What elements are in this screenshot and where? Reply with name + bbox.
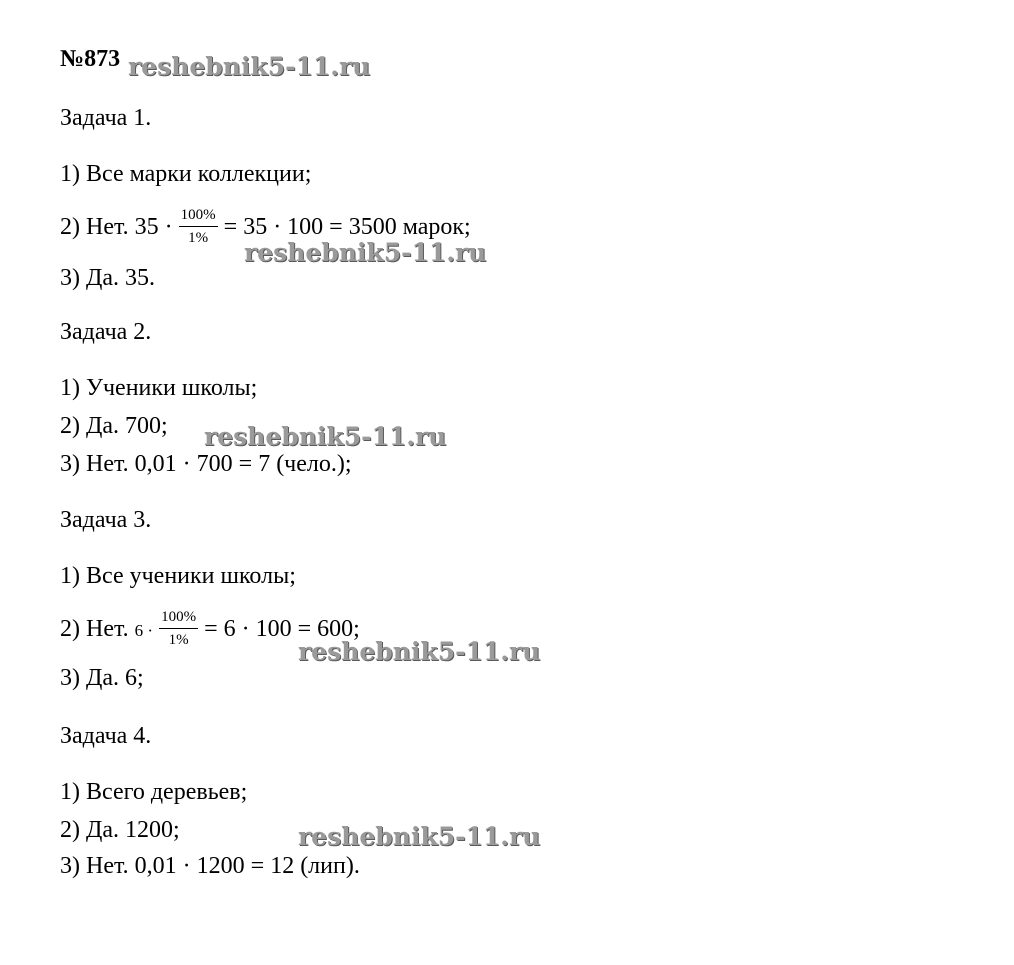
watermark: reshebnik5-11.ru <box>298 822 541 851</box>
task-2-line-1: 1) Ученики школы; <box>60 375 258 401</box>
task-4-heading: Задача 4. <box>60 723 152 749</box>
fraction-denominator: 1% <box>168 632 189 648</box>
task-3-heading: Задача 3. <box>60 507 152 533</box>
task-2-heading: Задача 2. <box>60 319 152 345</box>
watermark: reshebnik5-11.ru <box>244 238 487 267</box>
task-4-line-3: 3) Нет. 0,01 · 1200 = 12 (лип). <box>60 853 360 879</box>
task-3-line-2-post: = 6 · 100 = 600; <box>204 616 360 643</box>
watermark: reshebnik5-11.ru <box>128 52 371 81</box>
task-3-multiplier: 6 · <box>134 621 154 641</box>
task-1-line-2-pre: 2) Нет. 35 · <box>60 214 173 241</box>
task-1-heading: Задача 1. <box>60 105 152 131</box>
task-4-line-2: 2) Да. 1200; <box>60 817 180 843</box>
fraction-numerator: 100% <box>159 608 198 629</box>
fraction-denominator: 1% <box>188 230 209 246</box>
task-1-line-3: 3) Да. 35. <box>60 265 156 291</box>
task-3-line-1: 1) Все ученики школы; <box>60 563 296 589</box>
task-1-line-1: 1) Все марки коллекции; <box>60 161 312 187</box>
task-1-line-2-post: = 35 · 100 = 3500 марок; <box>223 214 471 241</box>
task-2-line-3: 3) Нет. 0,01 · 700 = 7 (чело.); <box>60 451 352 477</box>
watermark: reshebnik5-11.ru <box>298 637 541 666</box>
task-3-line-3: 3) Да. 6; <box>60 665 144 691</box>
problem-number: №873 <box>60 46 121 72</box>
task-3-fraction <box>159 608 198 649</box>
task-1-fraction <box>179 206 218 247</box>
task-4-line-1: 1) Всего деревьев; <box>60 779 248 805</box>
watermark: reshebnik5-11.ru <box>204 422 447 451</box>
fraction-numerator: 100% <box>179 206 218 227</box>
task-3-line-2-pre: 2) Нет. <box>60 616 129 643</box>
task-2-line-2: 2) Да. 700; <box>60 413 168 439</box>
